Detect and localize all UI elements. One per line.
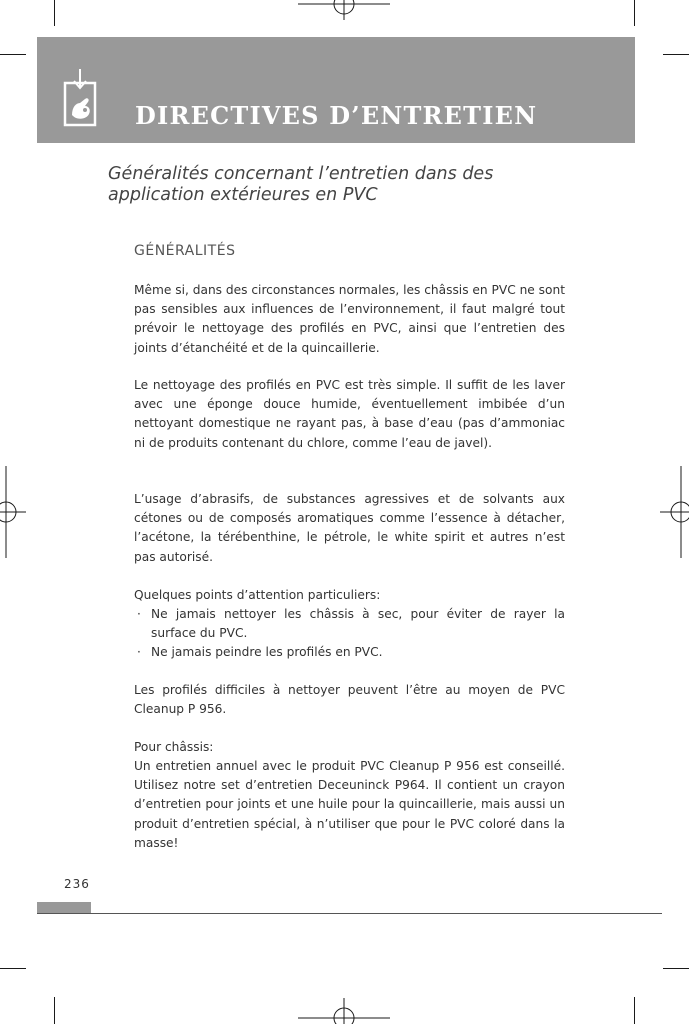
crop-mark	[0, 54, 26, 55]
registration-mark-bottom	[298, 998, 390, 1024]
crop-mark	[663, 968, 689, 969]
paragraph-intro: Même si, dans des circonstances normales, les châssis en PVC ne sont pas sensibles aux influences de l’environnement, il faut malgré tout prévoir le nettoyage des profilés en PVC, ainsi que l’entretien des joints d’étanchéité et de la quincaillerie.	[134, 283, 565, 355]
paragraph-annual-maintenance: Un entretien annuel avec le produit PVC Cleanup P 956 est conseillé. Utilisez notre set d’entretien Deceuninck P964. Il contient un crayon d’entretien pour joints et une huile pour la quincaillerie, mais aussi un produit d’entretien spécial, à n’utiliser que pour le PVC coloré dans la masse!	[134, 759, 565, 850]
subtitle-line-1: Généralités concernant l’entretien dans des	[108, 164, 494, 184]
bullet-item	[134, 643, 565, 662]
footer-rule	[37, 913, 662, 914]
bullet-dot: ·	[137, 607, 141, 621]
crop-mark	[0, 968, 26, 969]
crop-mark	[54, 997, 55, 1024]
section-subtitle	[108, 164, 578, 206]
registration-mark-top	[298, 0, 390, 20]
bullet-text: Ne jamais peindre les profilés en PVC.	[151, 645, 383, 659]
crop-mark	[634, 997, 635, 1024]
page-number: 236	[64, 877, 90, 891]
paragraph-cleanup: Les profilés difficiles à nettoyer peuvent l’être au moyen de PVC Cleanup P 956.	[134, 683, 565, 717]
paragraph-label-frames: Pour châssis:	[134, 740, 214, 754]
crop-mark	[54, 0, 55, 26]
registration-mark-left	[0, 466, 26, 558]
subtitle-line-2: application extérieures en PVC	[108, 185, 378, 205]
attention-intro: Quelques points d’attention particuliers:	[134, 588, 381, 602]
header-banner	[37, 37, 635, 143]
crop-mark	[663, 54, 689, 55]
bullet-text: Ne jamais nettoyer les châssis à sec, pour éviter de rayer la surface du PVC.	[151, 607, 565, 641]
paragraph-cleaning: Le nettoyage des profilés en PVC est très simple. Il suffit de les laver avec une éponge douce humide, éventuellement imbibée d’un nettoyant domestique ne rayant pas, à base d’eau (pas d’ammoniac ni de produits contenant du chlore, comme l’eau de javel).	[134, 378, 565, 450]
paragraph-prohibited: L’usage d’abrasifs, de substances agressives et de solvants aux cétones ou de composés aromatiques comme l’essence à détacher, l’acétone, la térébenthine, le pétrole, le white spirit et autres n’est pas autorisé.	[134, 492, 565, 564]
page-title: DIRECTIVES D’ENTRETIEN	[135, 101, 538, 130]
crop-mark	[634, 0, 635, 26]
maintenance-hand-icon	[63, 69, 97, 129]
bullet-item	[134, 605, 565, 643]
registration-mark-right	[660, 466, 689, 558]
section-heading: GÉNÉRALITÉS	[134, 243, 236, 259]
bullet-dot: ·	[137, 645, 141, 659]
